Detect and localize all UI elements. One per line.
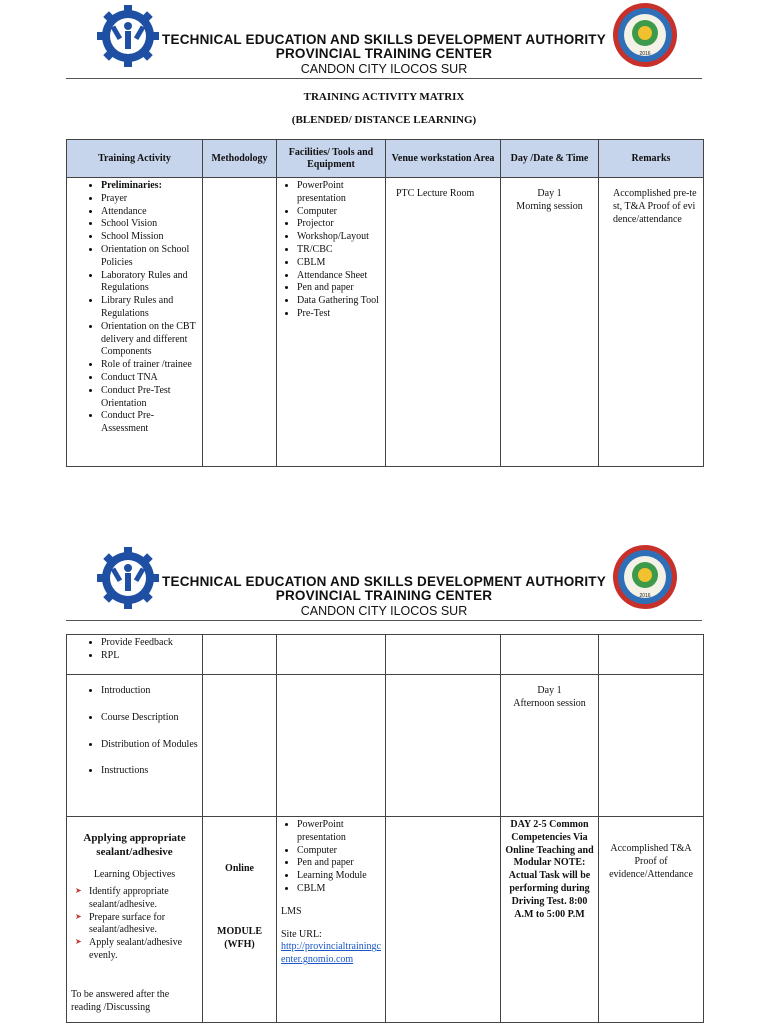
doc-subtitle: (BLENDED/ DISTANCE LEARNING) <box>291 114 477 126</box>
list-item: • Orientation on School Policies <box>101 244 198 270</box>
remarks-text: Accomplished pre-test, T&A Proof of evidence/attendance <box>613 188 697 225</box>
table-header-row <box>67 140 704 178</box>
list-item: • Computer <box>297 206 381 219</box>
venue-cell <box>386 675 501 817</box>
venue-cell <box>386 817 501 1023</box>
list-item: ➤ Prepare surface for sealant/adhesive. <box>89 912 198 938</box>
activity-matrix-table <box>66 139 704 467</box>
list-item: • Introduction <box>101 685 198 698</box>
facilities-cell <box>277 635 386 675</box>
list-item: • Laboratory Rules and Regulations <box>101 270 198 296</box>
letterhead <box>66 542 702 621</box>
list-item: • Conduct Pre-Test Orientation <box>101 385 198 411</box>
list-item: • Pen and paper <box>297 282 381 295</box>
list-item: ➤ Apply sealant/adhesive evenly. <box>89 937 198 963</box>
page-2 <box>0 542 768 1024</box>
letterhead <box>66 0 702 79</box>
header-methodology: Methodology <box>203 140 277 178</box>
header-remarks: Remarks <box>599 140 704 178</box>
list-item: • CBLM <box>297 883 381 896</box>
day-cell <box>501 178 599 467</box>
methodology-cell <box>203 635 277 675</box>
remarks-cell <box>599 675 704 817</box>
list-item: • Data Gathering Tool <box>297 295 381 308</box>
location: CANDON CITY ILOCOS SUR <box>300 62 468 76</box>
list-item: • PowerPoint presentation <box>297 819 381 845</box>
location: CANDON CITY ILOCOS SUR <box>300 604 468 618</box>
methodology-cell <box>203 817 277 1023</box>
remarks-cell <box>599 817 704 1023</box>
header-venue: Venue workstation Area <box>386 140 501 178</box>
site-url-link[interactable]: http://provincialtrainingcenter.gnomio.com <box>281 941 381 966</box>
list-item: • Conduct TNA <box>101 372 198 385</box>
list-item: • Attendance <box>101 206 198 219</box>
list-item: • Conduct Pre-Assessment <box>101 410 198 436</box>
seal-year: 2016 <box>639 593 651 599</box>
session-label: Afternoon session <box>513 697 586 709</box>
list-item: ➤ Identify appropriate sealant/adhesive. <box>89 886 198 912</box>
lms-label: LMS <box>281 905 302 917</box>
day-cell <box>501 635 599 675</box>
list-item: • Preliminaries: <box>101 180 198 193</box>
list-item: • Learning Module <box>297 870 381 883</box>
list-item: • PowerPoint presentation <box>297 180 381 206</box>
activity-matrix-table-continued <box>66 634 704 1023</box>
list-item: • TR/CBC <box>297 244 381 257</box>
objectives-label: Learning Objectives <box>93 869 176 881</box>
list-item: • Workshop/Layout <box>297 231 381 244</box>
list-item: • Pre-Test <box>297 308 381 321</box>
remarks-text: Accomplished T&A Proof of evidence/Attendance <box>609 843 693 880</box>
activity-cell <box>67 675 203 817</box>
facilities-cell <box>277 675 386 817</box>
ptc-seal-icon <box>612 2 678 68</box>
reading-note: To be answered after the reading /Discussing <box>71 988 170 1013</box>
site-url-label: Site URL: <box>281 928 322 940</box>
methodology-cell <box>203 178 277 467</box>
list-item: • CBLM <box>297 257 381 270</box>
method-module: MODULE (WFH) <box>217 925 262 950</box>
list-item: • Course Description <box>101 712 198 725</box>
facilities-cell <box>277 817 386 1023</box>
list-item: • Distribution of Modules <box>101 739 198 752</box>
header-day-date-time: Day /Date & Time <box>501 140 599 178</box>
header-facilities: Facilities/ Tools and Equipment <box>277 140 386 178</box>
remarks-cell <box>599 178 704 467</box>
list-item: • Instructions <box>101 765 198 778</box>
org-name: TECHNICAL EDUCATION AND SKILLS DEVELOPMENT AUTHORITY <box>162 32 606 47</box>
activity-list <box>71 685 198 778</box>
activity-list <box>71 180 198 436</box>
seal-year: 2016 <box>639 51 651 57</box>
method-online: Online <box>225 863 254 874</box>
activity-title: Applying appropriate sealant/adhesive <box>83 832 186 859</box>
list-item: • Provide Feedback <box>101 637 198 650</box>
facilities-cell <box>277 178 386 467</box>
methodology-cell <box>203 675 277 817</box>
day-cell <box>501 817 599 1023</box>
day-label: Day 1 <box>537 188 562 199</box>
org-name: TECHNICAL EDUCATION AND SKILLS DEVELOPMENT AUTHORITY <box>162 574 606 589</box>
activity-cell <box>67 817 203 1023</box>
doc-title: TRAINING ACTIVITY MATRIX <box>303 91 465 103</box>
day-details: DAY 2-5 Common Competencies Via Online Teaching and Modular NOTE: Actual Task will be performing during Driving Test. 8:00 A.M to 5:00 P.M <box>505 819 594 920</box>
list-item: • Pen and paper <box>297 857 381 870</box>
ptc-seal-icon <box>612 544 678 610</box>
center-name: PROVINCIAL TRAINING CENTER <box>275 46 493 61</box>
list-item: • RPL <box>101 650 198 663</box>
day-cell <box>501 675 599 817</box>
list-item: • Orientation on the CBT delivery and different Components <box>101 321 198 359</box>
remarks-cell <box>599 635 704 675</box>
objectives-list <box>71 886 198 963</box>
table-row <box>67 178 704 467</box>
session-label: Morning session <box>516 200 583 212</box>
venue-text: PTC Lecture Room <box>396 188 475 199</box>
list-item: • Attendance Sheet <box>297 270 381 283</box>
facilities-list <box>281 819 381 896</box>
table-row <box>67 635 704 675</box>
venue-cell <box>386 635 501 675</box>
list-item: • School Vision <box>101 218 198 231</box>
list-item: • Projector <box>297 218 381 231</box>
list-item: • Role of trainer /trainee <box>101 359 198 372</box>
table-row <box>67 675 704 817</box>
header-training-activity: Training Activity <box>67 140 203 178</box>
facilities-list <box>281 180 381 321</box>
day-label: Day 1 <box>537 685 562 696</box>
activity-cell <box>67 635 203 675</box>
activity-list <box>71 637 198 663</box>
list-item: • Computer <box>297 845 381 858</box>
list-item: • Prayer <box>101 193 198 206</box>
activity-cell <box>67 178 203 467</box>
table-row <box>67 817 704 1023</box>
list-item: • School Mission <box>101 231 198 244</box>
center-name: PROVINCIAL TRAINING CENTER <box>275 588 493 603</box>
page-1 <box>0 0 768 480</box>
venue-cell <box>386 178 501 467</box>
list-item: • Library Rules and Regulations <box>101 295 198 321</box>
